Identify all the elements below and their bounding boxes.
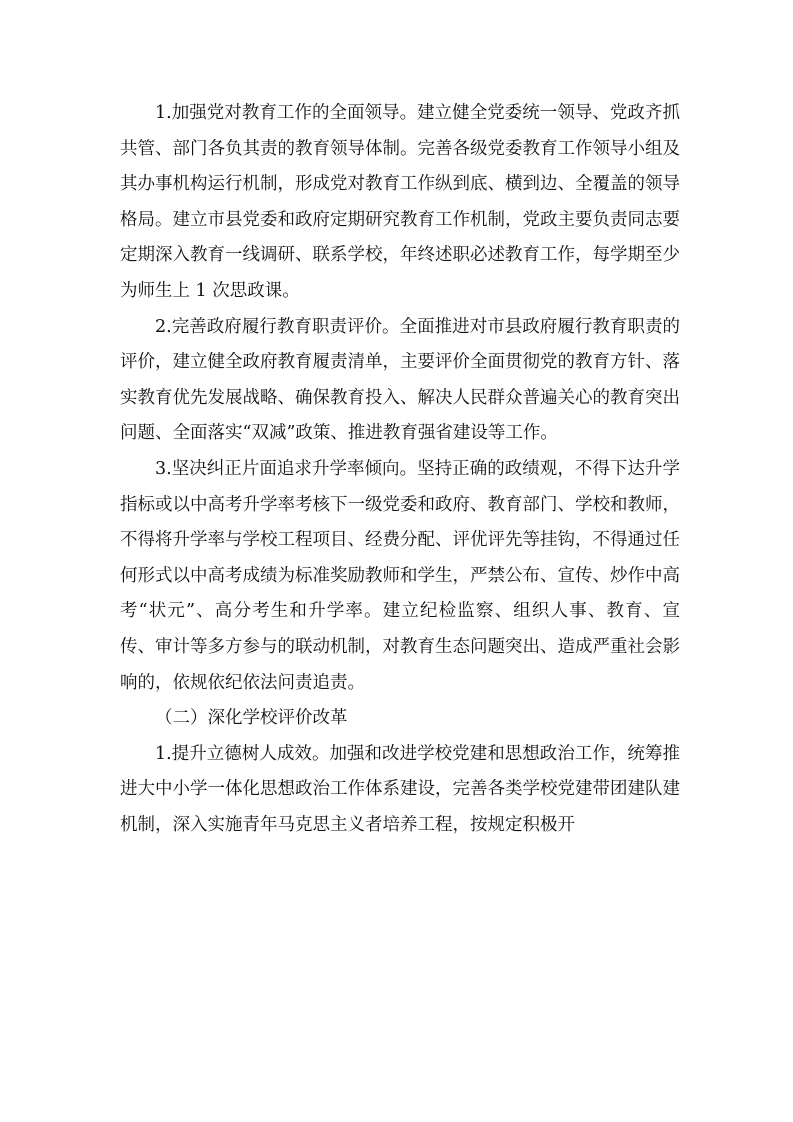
paragraph-4: 1.提升立德树人成效。加强和改进学校党建和思想政治工作，统筹推进大中小学一体化思想政治工作体系建设，完善各类学校党建带团建队建机制，深入实施青年马克思主义者培养工程，按规定积极开 (120, 743, 680, 835)
paragraph-2: 2.完善政府履行教育职责评价。全面推进对市县政府履行教育职责的评价，建立健全政府教育履责清单，主要评价全面贯彻党的教育方针、落实教育优先发展战略、确保教育投入、解决人民群众普遍关心的教育突出问题、全面落实“双减”政策、推进教育强省建设等工作。 (120, 316, 680, 444)
paragraph-1: 1.加强党对教育工作的全面领导。建立健全党委统一领导、党政齐抓共管、部门各负其责的教育领导体制。完善各级党委教育工作领导小组及其办事机构运行机制，形成党对教育工作纵到底、横到边、全覆盖的领导格局。建立市县党委和政府定期研究教育工作机制，党政主要负责同志要定期深入教育一线调研、联系学校，年终述职必述教育工作，每学期至少为师生上 1 次思政课。 (120, 103, 680, 301)
document-body (120, 96, 680, 843)
paragraph-3: 3.坚决纠正片面追求升学率倾向。坚持正确的政绩观，不得下达升学指标或以中高考升学率考核下一级党委和政府、教育部门、学校和教师，不得将升学率与学校工程项目、经费分配、评优评先等挂钩，不得通过任何形式以中高考成绩为标准奖励教师和学生，严禁公布、宣传、炒作中高考“状元”、高分考生和升学率。建立纪检监察、组织人事、教育、宣传、审计等多方参与的联动机制，对教育生态问题突出、造成严重社会影响的，依规依纪依法问责追责。 (120, 458, 680, 693)
section-heading: （二）深化学校评价改革 (155, 708, 348, 729)
